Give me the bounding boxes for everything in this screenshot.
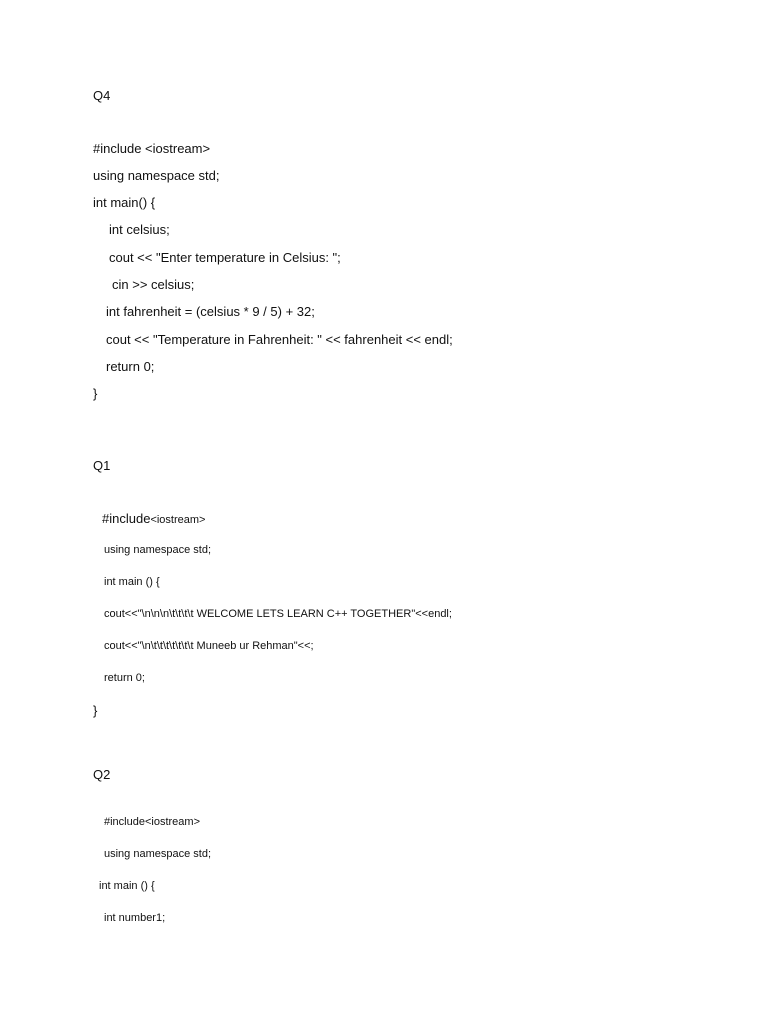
code-line: using namespace std; [104,544,212,556]
code-line: #include<iostream> [104,816,201,828]
code-line: } [93,703,98,718]
code-line: cin >> celsius; [112,277,195,292]
include-suffix: <iostream> [150,514,206,526]
code-line: cout<<"\n\n\n\t\t\t\t WELCOME LETS LEARN C++ TOGETHER"<<endl; [104,608,452,620]
code-line: int celsius; [109,222,170,237]
code-line: using namespace std; [104,848,212,860]
code-line: #include <iostream> [93,141,211,156]
include-prefix: #include [102,511,151,526]
code-line: return 0; [104,672,145,684]
code-line: return 0; [106,359,155,374]
code-line: cout << "Enter temperature in Celsius: "; [109,250,341,265]
section-heading-q1: Q1 [93,458,111,473]
code-line: using namespace std; [93,168,220,183]
code-line: int main () { [99,880,155,892]
code-line-include [102,511,205,527]
code-line: int main() { [93,195,156,210]
code-line: cout<<"\n\t\t\t\t\t\t\t Muneeb ur Rehman"<<; [104,640,314,652]
section-heading-q4: Q4 [93,88,111,103]
code-line: cout << "Temperature in Fahrenheit: " << fahrenheit << endl; [106,332,453,347]
code-line: int number1; [104,912,166,924]
code-line: int main () { [104,576,160,588]
code-line: } [93,386,98,401]
code-line: int fahrenheit = (celsius * 9 / 5) + 32; [106,304,315,319]
section-heading-q2: Q2 [93,767,111,782]
